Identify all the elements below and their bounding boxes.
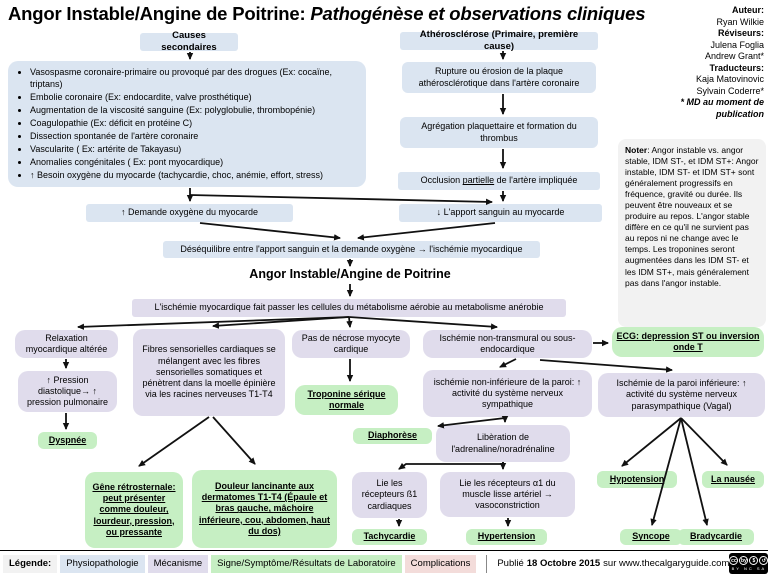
cause-item: • Dissection spontanée de l'artère coronaire — [30, 130, 358, 142]
cc-nc-icon: $ — [749, 556, 758, 565]
node-ecg-depression-st: ECG: depression ST ou inversion onde T — [612, 327, 764, 357]
node-douleur-lancinante: Douleur lancinante aux dermatomes T1-T4 (Épaule et bras gauche, mâchoire inférieure, cou, abdomen, haut du dos) — [192, 470, 337, 548]
node-relaxation-myocardique: Relaxation myocardique altérée — [15, 330, 118, 358]
legend-bar — [0, 550, 768, 576]
note-box — [618, 139, 766, 327]
credit-line: Ryan Wilkie — [716, 16, 764, 27]
credit-footnote: * MD au moment de publication — [680, 97, 764, 119]
node-pression-diastolique: ↑ Pression diastolique→ ↑ pression pulmonaire — [18, 371, 117, 412]
credits-block — [634, 5, 764, 120]
node-apport-sanguin: ↓ L'apport sanguin au myocarde — [399, 204, 602, 222]
published-date: 18 Octobre 2015 — [526, 558, 601, 569]
credit-line: Traducteurs: — [709, 62, 764, 73]
node-hypotension: Hypotension — [597, 471, 677, 488]
title-subtitle: Pathogénèse et observations cliniques — [310, 3, 646, 24]
legend-item-complications: Complications — [405, 555, 477, 573]
node-la-nausee: La nausée — [702, 471, 764, 488]
cc-sa-icon: ↺ — [759, 556, 768, 565]
node-atherosclerose: Athérosclérose (Primaire, première cause) — [400, 32, 598, 50]
legend-item-physiopathologie: Physiopathologie — [60, 555, 144, 573]
node-ischemie-non-transmural: Ischémie non-transmural ou sous-endocardique — [423, 330, 592, 358]
cause-list — [12, 66, 362, 182]
node-rupture-plaque: Rupture ou érosion de la plaque athérosclérotique dans l'artère coronaire — [402, 62, 596, 93]
credit-line: Sylvain Coderre* — [696, 85, 764, 96]
node-pas-de-necrose: Pas de nécrose myocyte cardique — [292, 330, 410, 358]
node-recepteurs-a1: Lie les récepteurs α1 du muscle lisse artériel → vasoconstriction — [440, 472, 575, 517]
cause-item: • Vascularite ( Ex: artérite de Takayasu) — [30, 143, 358, 155]
node-troponine-normale: Troponine sérique normale — [295, 385, 398, 415]
cause-item: • Embolie coronaire (Ex: endocardite, valve prosthétique) — [30, 91, 358, 103]
cc-icon: cc — [731, 557, 737, 564]
node-bradycardie: Bradycardie — [678, 529, 754, 545]
cause-item: • Anomalies congénitales ( Ex: pont myocardique) — [30, 156, 358, 168]
credit-line: Julena Foglia — [710, 39, 764, 50]
node-tachycardie: Tachycardie — [352, 529, 427, 545]
node-ischemie-non-inferieure: ischémie non-inférieure de la paroi: ↑ activité du système nerveux sympathique — [423, 370, 592, 417]
angor-instable-heading: Angor Instable/Angine de Poitrine — [249, 267, 451, 281]
credit-line: Réviseurs: — [717, 28, 764, 39]
node-causes-secondaires: Causes secondaires — [140, 33, 238, 51]
node-gene-retrosternale: Gêne rétrosternale: peut présenter comme douleur, lourdeur, pression, ou pressante — [85, 472, 183, 548]
node-dyspnee: Dyspnée — [38, 432, 97, 449]
node-metabolisme-anaerobie: L'ischémie myocardique fait passer les cellules du métabolisme aérobie au metabolisme anérobie — [132, 299, 566, 317]
legend-label: Légende: — [3, 555, 57, 573]
published-pre: Publié — [497, 558, 524, 569]
node-diaphorese: Diaphorèse — [353, 428, 432, 444]
legend-item-mecanisme: Mécanisme — [148, 555, 209, 573]
cause-item: • Augmentation de la viscosité sanguine (Ex: polyglobulie, thrombopénie) — [30, 104, 358, 116]
cc-by-icon: by — [740, 557, 747, 564]
legend-item-signe-symptome: Signe/Symptôme/Résultats de Laboratoire — [211, 555, 402, 573]
occlusion-pre: Occlusion — [420, 175, 463, 186]
page-title — [8, 3, 646, 25]
publication-info — [486, 555, 729, 573]
cause-item: • Coagulopathie (Ex: déficit en protéine C) — [30, 117, 358, 129]
node-hypertension: Hypertension — [466, 529, 547, 545]
node-fibres-sensorielles: Fibres sensorielles cardiaques se mélangent avec les fibres sensorielles somatiques et pénètrent dans la moelle épinière via les racines nerveuses T1-T4 — [133, 329, 285, 416]
occlusion-post: de l'artère impliquée — [494, 175, 578, 186]
node-syncope: Syncope — [620, 529, 682, 545]
credit-line: Andrew Grant* — [704, 51, 764, 62]
credit-line: Auteur: — [732, 5, 764, 15]
node-desequilibre: Déséquilibre entre l'apport sanguin et la demande oxygène → l'ischémie myocardique — [163, 241, 540, 258]
cc-label: BY NC SA — [731, 566, 767, 571]
cause-item: • Vasospasme coronaire-primaire ou provoqué par des drogues (Ex: cocaïne, triptans) — [30, 66, 358, 90]
cause-item: • ↑ Besoin oxygène du myocarde (tachycardie, choc, anémie, effort, stress) — [30, 169, 358, 181]
credit-line: Kaja Matovinovic — [695, 74, 764, 85]
node-demande-oxygene: ↑ Demande oxygène du myocarde — [86, 204, 293, 222]
node-ischemie-paroi-inferieure: Ischémie de la paroi inférieure: ↑ activité du système nerveux parasympathique (Vagal) — [598, 373, 765, 417]
node-recepteurs-b1: Lie les récepteurs ß1 cardiaques — [352, 472, 427, 518]
note-label: Noter — [625, 145, 648, 155]
published-site: sur www.thecalgaryguide.com — [603, 558, 730, 569]
node-occlusion-partielle — [398, 172, 600, 190]
creative-commons-badge — [729, 553, 768, 574]
node-agregation-plaquettaire: Agrégation plaquettaire et formation du thrombus — [400, 117, 598, 148]
node-liberation-adrenaline: Libèration de l'adrenaline/noradrénaline — [436, 425, 570, 462]
node-secondary-causes-list — [8, 61, 366, 187]
title-main: Angor Instable/Angine de Poitrine: — [8, 3, 311, 24]
note-text: : Angor instable vs. angor stable, IDM ST-, et IDM ST+: Angor instable, IDM ST- et IDM ST+ sont généralement progressifs en fréquence, gravité ou durée. Ils peuvent être nouveaux et se produire au repos. L'angor stable diffère en ce qu'il ne survient pas au repos ni ne change avec le temps. Les troponines seront augmentées dans les IDM ST- et les IDM ST+, mais généralement pas dans l'angor instable. — [625, 145, 759, 288]
occlusion-underline: partielle — [462, 175, 495, 186]
